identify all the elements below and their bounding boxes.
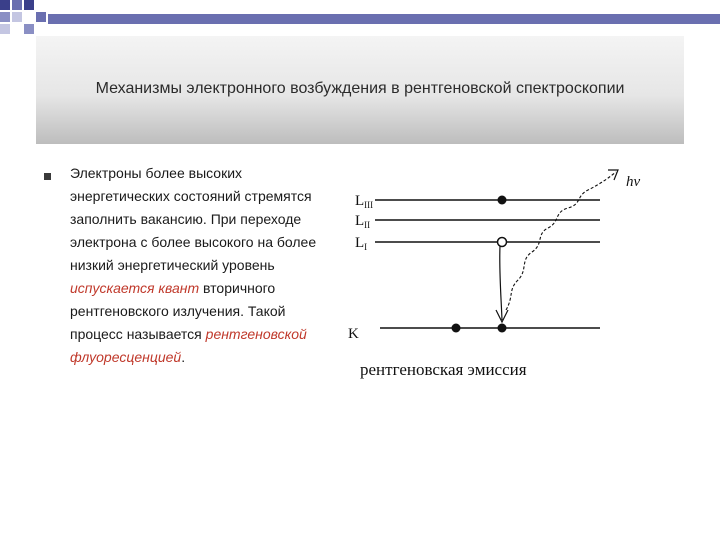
level-label-k: K <box>348 326 359 342</box>
diagram-caption: рентгеновская эмиссия <box>360 360 527 379</box>
transition-arrow <box>500 246 502 320</box>
photon-wave <box>506 172 616 310</box>
highlight-emission: испускается квант <box>70 280 200 296</box>
bullet-text-part-1: Электроны более высоких энергетических состояний стремятся заполнить вакансию. При переходе электрона с более высокого на более низкий энергетический уровень <box>70 165 317 273</box>
slide-title: Механизмы электронного возбуждения в рентгеновской спектроскопии <box>95 80 625 97</box>
highlight-fluorescence: рентгеновской флуоресценцией <box>70 326 307 365</box>
electron-k-arrival <box>498 324 507 333</box>
bullet-text-part-2: вторичного рентгеновского излучения. Такой процесс называется <box>70 280 286 342</box>
bullet-text <box>70 162 320 369</box>
level-label-l1: $L_I$ <box>355 235 368 252</box>
level-label-l3: $L_{III}$ <box>355 193 374 210</box>
title-band <box>36 36 684 144</box>
bullet-marker <box>44 173 51 180</box>
photon-label: hν <box>626 174 641 190</box>
electron-l3 <box>498 196 507 205</box>
corner-decoration <box>0 0 720 40</box>
level-label-l2: $L_{II}$ <box>355 213 371 230</box>
vacancy-l1 <box>498 238 507 247</box>
electron-k <box>452 324 461 333</box>
energy-level-diagram <box>330 160 700 390</box>
bullet-text-part-3: . <box>181 349 186 365</box>
